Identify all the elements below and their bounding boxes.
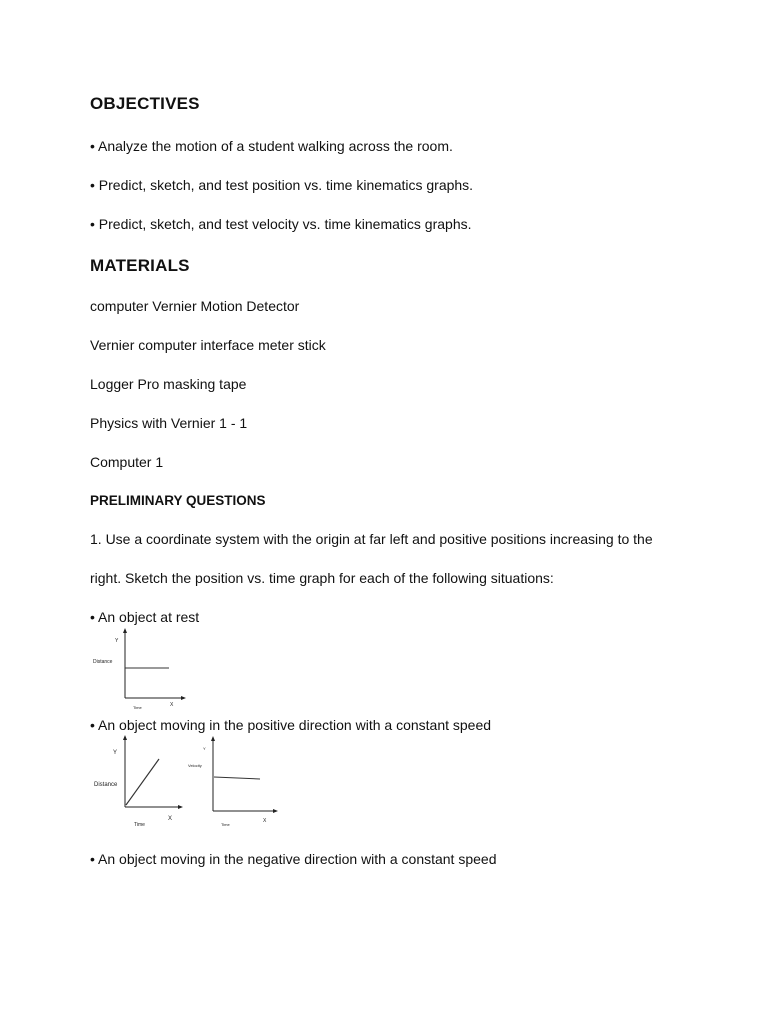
situation-item: • An object moving in the negative direction with a constant speed [90,851,497,867]
question-text: right. Sketch the position vs. time graph for each of the following situations: [90,570,554,586]
x-label: Time [221,822,230,827]
materials-line: Logger Pro masking tape [90,376,247,392]
y-axis-label: Y [113,750,118,756]
y-axis-label: Y [115,638,119,644]
y-label: Distance [93,659,113,665]
objective-item: • Predict, sketch, and test velocity vs. time kinematics graphs. [90,216,472,232]
positive-position-sketch [88,734,198,834]
materials-line: Computer 1 [90,454,164,470]
x-label: Time [133,705,142,710]
situation-item: • An object moving in the positive direction with a constant speed [90,717,492,733]
materials-line: Vernier computer interface meter stick [90,337,326,353]
y-label: Distance [94,782,118,788]
materials-line: computer Vernier Motion Detector [90,298,300,314]
x-axis-label: X [263,818,267,824]
objectives-heading: OBJECTIVES [90,94,200,113]
question-text: 1. Use a coordinate system with the origin at far left and positive positions increasing to the [90,531,653,547]
positive-velocity-sketch [183,734,293,834]
y-label: Velocity [188,763,202,768]
rest-position-sketch [88,628,198,718]
x-axis-label: X [168,816,173,822]
preliminary-heading: PRELIMINARY QUESTIONS [90,493,266,508]
objective-item: • Predict, sketch, and test position vs. time kinematics graphs. [90,177,474,193]
y-axis-label: Y [203,746,206,751]
x-label: Time [134,822,145,828]
objective-item: • Analyze the motion of a student walking across the room. [90,138,453,154]
x-axis-label: X [170,702,174,708]
materials-heading: MATERIALS [90,256,190,275]
materials-line: Physics with Vernier 1 - 1 [90,415,248,431]
situation-item: • An object at rest [90,609,200,625]
